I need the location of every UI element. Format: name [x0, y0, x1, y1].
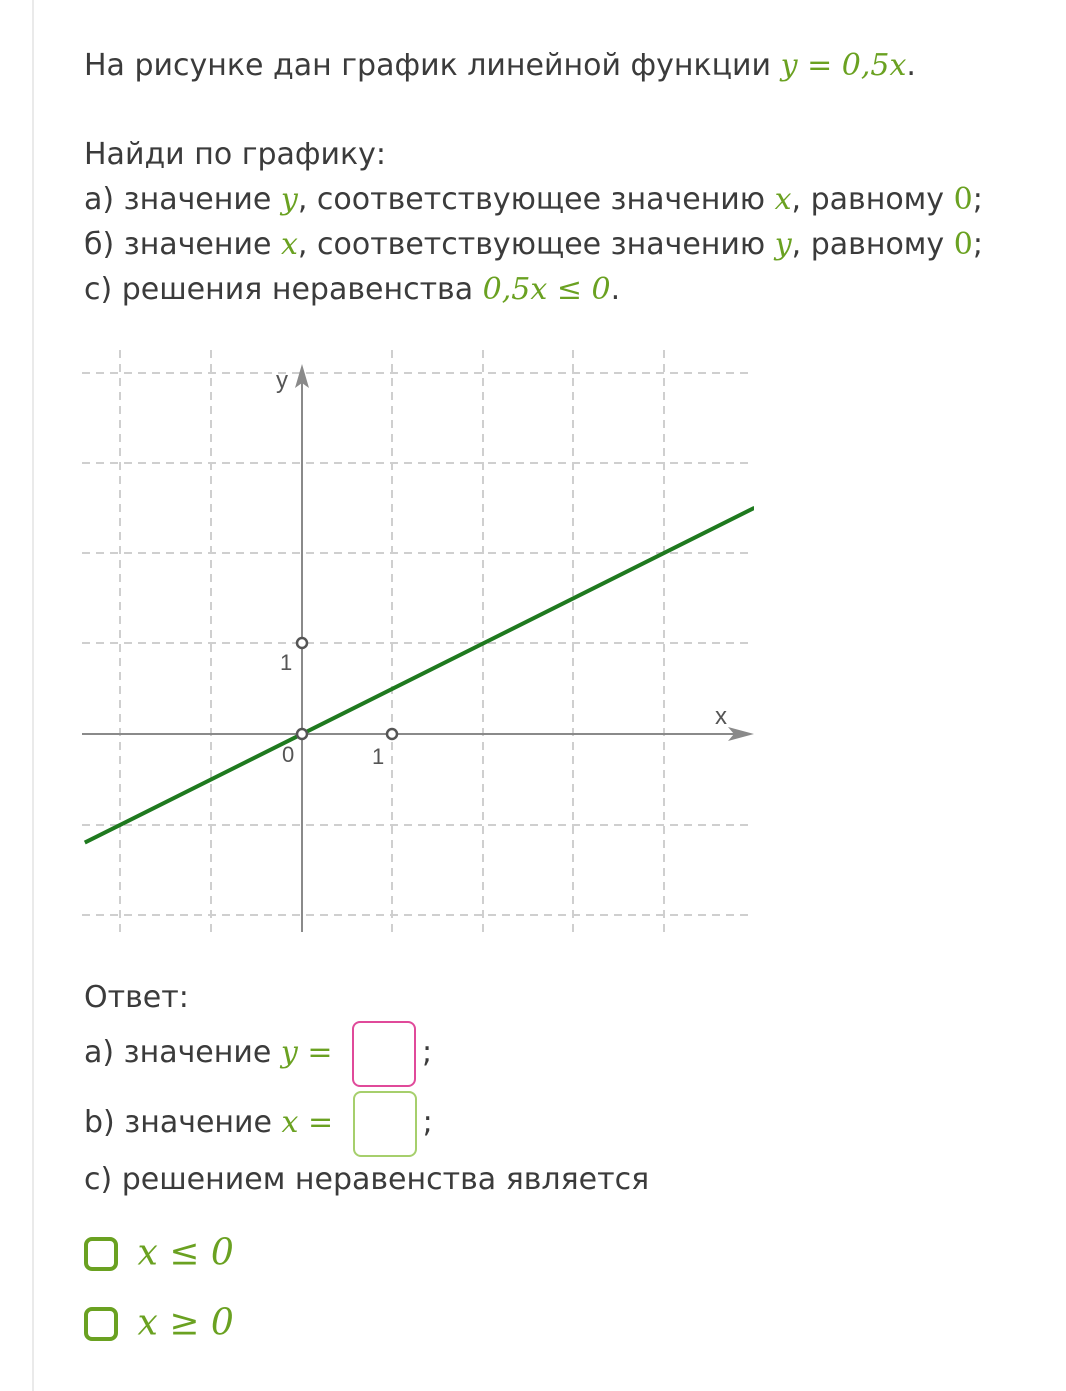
- item-b-var2: y: [774, 227, 792, 262]
- item-a-end: ;: [972, 182, 983, 217]
- x-axis-label: x: [715, 703, 727, 730]
- answer-a-prefix: а) значение: [84, 1035, 272, 1070]
- item-c: [84, 270, 620, 310]
- point-x-one: [387, 729, 397, 739]
- grid-lines: [82, 350, 754, 932]
- item-a: [84, 180, 983, 220]
- item-a-var1: y: [280, 182, 298, 217]
- item-a-suffix: , равному: [791, 182, 945, 217]
- intro-period: .: [906, 48, 916, 83]
- checkbox-icon[interactable]: [84, 1307, 118, 1341]
- intro-text: На рисунке дан график линейной функции: [84, 48, 772, 83]
- option-label: x ≥ 0: [137, 1302, 234, 1344]
- answer-b-input[interactable]: [353, 1091, 417, 1157]
- option-label: x ≤ 0: [137, 1232, 234, 1274]
- point-origin: [297, 729, 307, 739]
- answer-a-row: [84, 1018, 432, 1088]
- item-b-value: 0: [953, 227, 973, 262]
- y-tick-label: 1: [280, 650, 293, 675]
- task-intro: [84, 46, 916, 86]
- item-b: [84, 225, 983, 265]
- answer-a-math: y =: [280, 1035, 333, 1070]
- point-y-one: [297, 638, 307, 648]
- function-graph: [82, 350, 754, 932]
- function-line: [85, 508, 754, 843]
- y-axis-label: y: [276, 367, 288, 394]
- answer-heading: Ответ:: [84, 980, 189, 1015]
- item-c-end: .: [610, 272, 621, 307]
- option-le-zero[interactable]: [84, 1233, 234, 1274]
- answer-a-end: ;: [422, 1035, 433, 1070]
- answer-b-row: [84, 1088, 433, 1158]
- answer-b-prefix: b) значение: [84, 1105, 272, 1140]
- answer-a-input[interactable]: [352, 1021, 416, 1087]
- item-b-suffix: , равному: [791, 227, 945, 262]
- item-c-prefix: с) решения неравенства: [84, 272, 474, 307]
- item-b-prefix: б) значение: [84, 227, 272, 262]
- item-a-var2: x: [774, 182, 792, 217]
- item-b-middle: , соответствующее значению: [297, 227, 766, 262]
- item-c-inequality: 0,5x ≤ 0: [482, 272, 611, 307]
- answer-b-end: ;: [422, 1105, 433, 1140]
- answer-c-text: с) решением неравенства является: [84, 1162, 650, 1197]
- answer-b-math: x =: [281, 1105, 334, 1140]
- page-left-rule: [32, 0, 34, 1391]
- find-heading: Найди по графику:: [84, 137, 387, 172]
- item-a-value: 0: [953, 182, 973, 217]
- option-ge-zero[interactable]: [84, 1303, 234, 1344]
- item-b-end: ;: [972, 227, 983, 262]
- item-b-var1: x: [281, 227, 298, 262]
- x-tick-label: 1: [372, 744, 385, 769]
- item-a-prefix: а) значение: [84, 182, 272, 217]
- checkbox-icon[interactable]: [84, 1237, 118, 1271]
- origin-label: 0: [282, 742, 295, 767]
- item-a-middle: , соответствующее значению: [297, 182, 766, 217]
- intro-formula: y = 0,5x: [780, 48, 907, 83]
